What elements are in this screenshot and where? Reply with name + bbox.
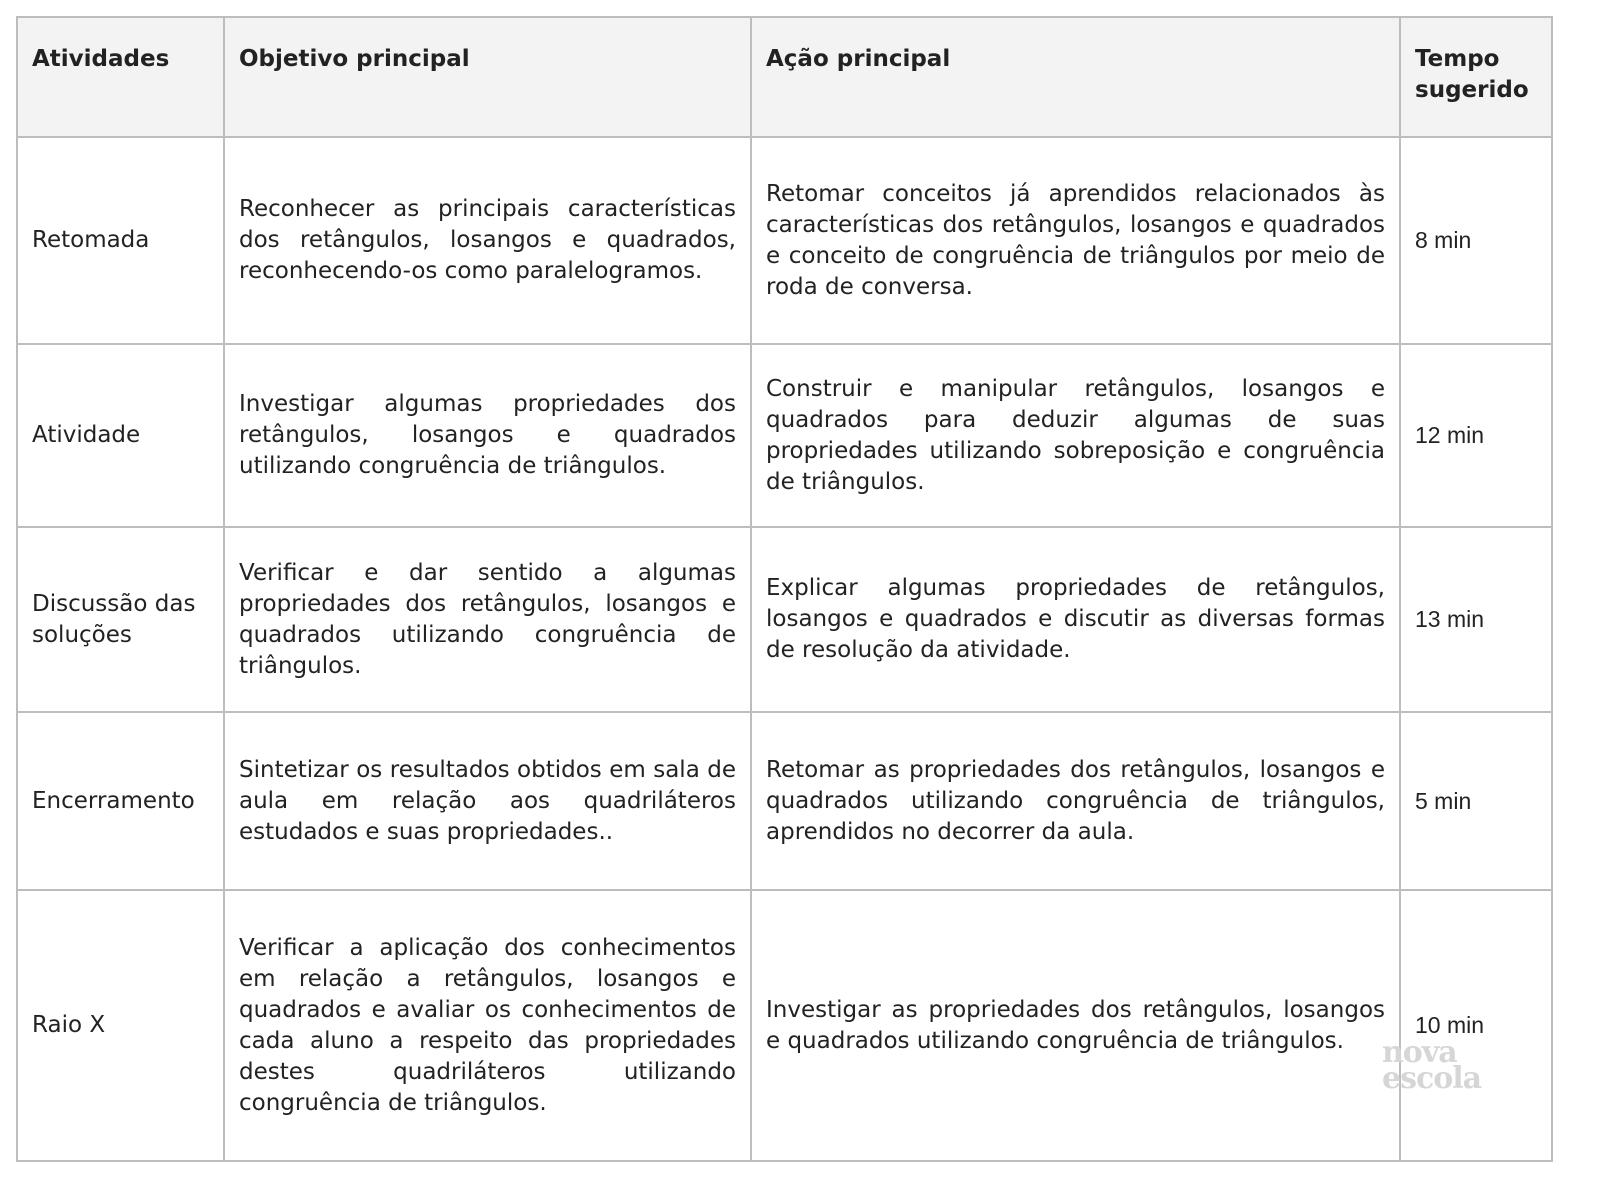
- objective-cell: Verificar e dar sentido a algumas propriedades dos retângulos, losangos e quadrados utilizando congruência de triângulos.: [224, 527, 751, 712]
- objective-cell: Sintetizar os resultados obtidos em sala de aula em relação aos quadriláteros estudados e suas propriedades..: [224, 712, 751, 890]
- time-cell: 8 min: [1400, 137, 1552, 344]
- header-time: Tempo sugerido: [1400, 17, 1552, 137]
- header-activities: Atividades: [17, 17, 224, 137]
- action-cell: Explicar algumas propriedades de retângulos, losangos e quadrados e discutir as diversas formas de resolução da atividade.: [751, 527, 1400, 712]
- objective-cell: Verificar a aplicação dos conhecimentos em relação a retângulos, losangos e quadrados e avaliar os conhecimentos de cada aluno a respeito das propriedades destes quadriláteros utilizando congruência de triângulos.: [224, 890, 751, 1161]
- watermark-line-2: escola: [1382, 1061, 1482, 1096]
- nova-escola-watermark: [1382, 1035, 1497, 1096]
- objective-cell: Investigar algumas propriedades dos retângulos, losangos e quadrados utilizando congruência de triângulos.: [224, 344, 751, 527]
- action-cell: Retomar conceitos já aprendidos relacionados às características dos retângulos, losangos e quadrados e conceito de congruência de triângulos por meio de roda de conversa.: [751, 137, 1400, 344]
- time-cell: 10 min: [1400, 890, 1552, 1161]
- header-objective: Objetivo principal: [224, 17, 751, 137]
- activity-cell: Atividade: [17, 344, 224, 527]
- header-action: Ação principal: [751, 17, 1400, 137]
- activity-cell: Discussão das soluções: [17, 527, 224, 712]
- table-row: [17, 344, 1552, 527]
- action-cell: Investigar as propriedades dos retângulos, losangos e quadrados utilizando congruência de triângulos.: [751, 890, 1400, 1161]
- time-cell: 12 min: [1400, 344, 1552, 527]
- action-cell: Construir e manipular retângulos, losangos e quadrados para deduzir algumas de suas propriedades utilizando sobreposição e congruência de triângulos.: [751, 344, 1400, 527]
- table-row: [17, 527, 1552, 712]
- time-cell: 5 min: [1400, 712, 1552, 890]
- activity-cell: Encerramento: [17, 712, 224, 890]
- table-row: [17, 712, 1552, 890]
- action-cell: Retomar as propriedades dos retângulos, losangos e quadrados utilizando congruência de triângulos, aprendidos no decorrer da aula.: [751, 712, 1400, 890]
- table-header-row: [17, 17, 1552, 137]
- time-cell: 13 min: [1400, 527, 1552, 712]
- table-row: [17, 890, 1552, 1161]
- activity-cell: Raio X: [17, 890, 224, 1161]
- watermark-line-1: nova: [1382, 1035, 1457, 1070]
- table-row: [17, 137, 1552, 344]
- lesson-plan-table: [16, 16, 1553, 1162]
- objective-cell: Reconhecer as principais características dos retângulos, losangos e quadrados, reconhecendo-os como paralelogramos.: [224, 137, 751, 344]
- activity-cell: Retomada: [17, 137, 224, 344]
